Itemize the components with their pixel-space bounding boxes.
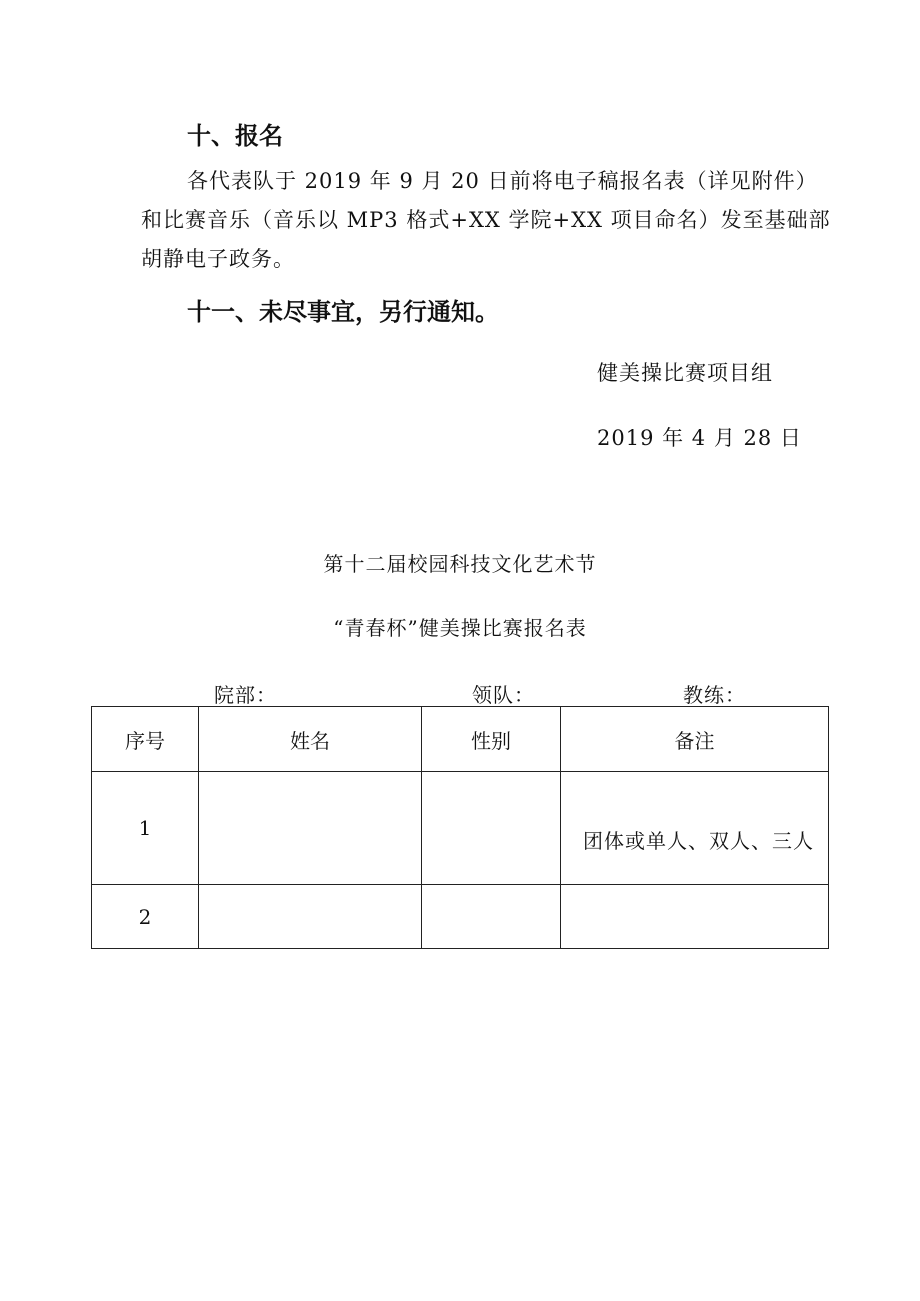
- form-title-line-2: “青春杯”健美操比赛报名表: [333, 616, 587, 640]
- section-10-line-3: 胡静电子政务。: [141, 247, 295, 271]
- leader-label: 领队：: [472, 683, 535, 707]
- section-10-line-2: 和比赛音乐（音乐以 MP3 格式+XX 学院+XX 项目命名）发至基础部: [141, 208, 831, 232]
- row-name-cell[interactable]: [199, 885, 422, 949]
- coach-label: 教练：: [683, 683, 746, 707]
- header-gender: 性别: [422, 707, 561, 772]
- table-row: [92, 885, 829, 949]
- row-name-cell[interactable]: [199, 772, 422, 885]
- table-header-row: [92, 707, 829, 772]
- registration-table: [91, 706, 829, 949]
- row-no: 2: [92, 885, 199, 949]
- row-note-cell[interactable]: [561, 772, 829, 885]
- dept-label: 院部：: [214, 683, 277, 707]
- row-note-text: 团体或单人、双人、三人: [583, 828, 814, 853]
- section-10-line-1: 各代表队于 2019 年 9 月 20 日前将电子稿报名表（详见附件）: [187, 169, 818, 193]
- header-note: 备注: [561, 707, 829, 772]
- header-no: 序号: [92, 707, 199, 772]
- row-gender-cell[interactable]: [422, 772, 561, 885]
- table-row: [92, 772, 829, 885]
- row-no: 1: [92, 772, 199, 885]
- row-gender-cell[interactable]: [422, 885, 561, 949]
- signature-org: 健美操比赛项目组: [597, 361, 773, 385]
- header-name: 姓名: [199, 707, 422, 772]
- section-10-heading: 十、报名: [187, 122, 283, 150]
- section-11-heading: 十一、未尽事宜，另行通知。: [187, 298, 499, 326]
- signature-date: 2019 年 4 月 28 日: [597, 426, 802, 450]
- form-title-line-1: 第十二届校园科技文化艺术节: [323, 552, 597, 576]
- row-note-cell[interactable]: [561, 885, 829, 949]
